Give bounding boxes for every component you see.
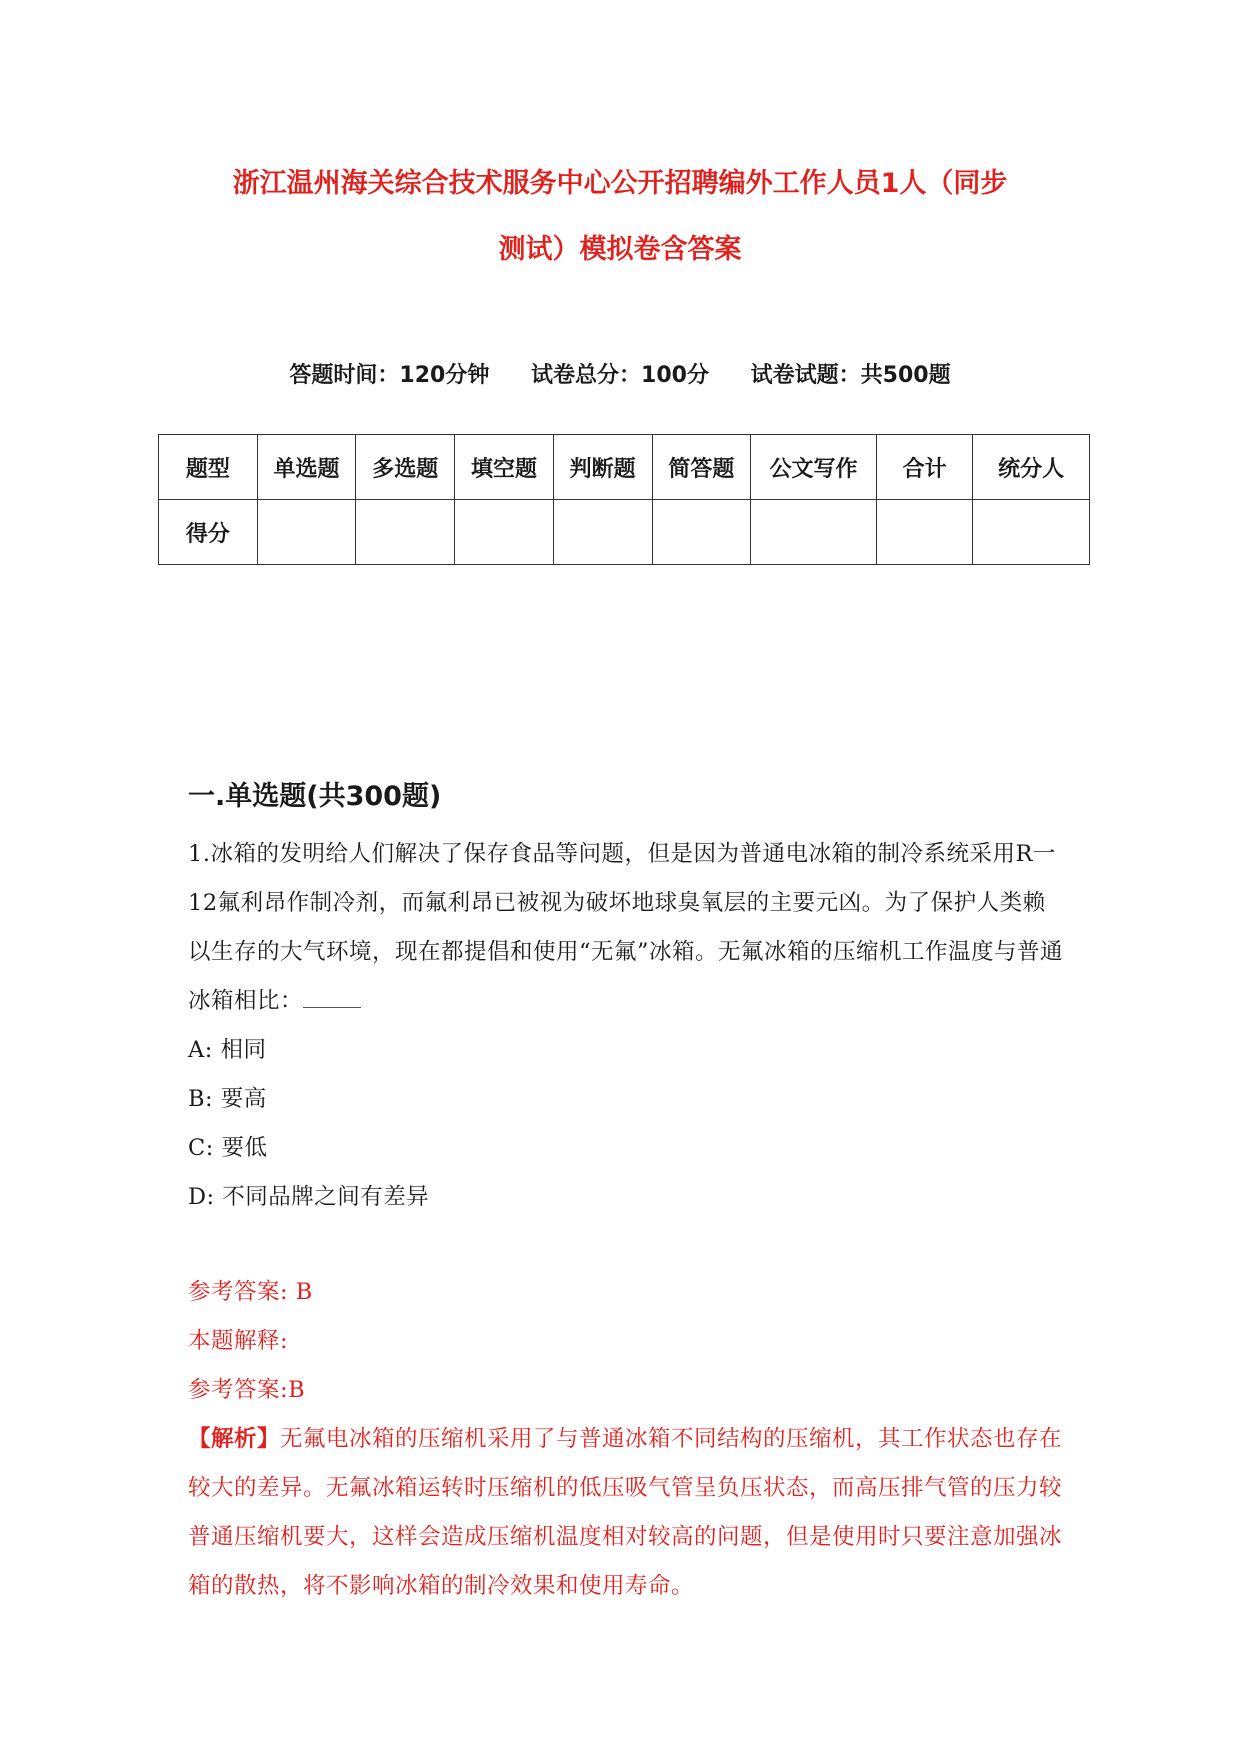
- question-text: 1.冰箱的发明给人们解决了保存食品等问题，但是因为普通电冰箱的制冷系统采用R一12氟利昂作制冷剂，而氟利昂已被视为破坏地球臭氧层的主要元凶。为了保护人类赖以生存的大气环境，现在都提倡和使用“无氟”冰箱。无氟冰箱的压缩机工作温度与普通冰箱相比：: [188, 841, 1064, 1014]
- analysis-text: 无氟电冰箱的压缩机采用了与普通冰箱不同结构的压缩机，其工作状态也存在较大的差异。无氟冰箱运转时压缩机的低压吸气管呈负压状态，而高压排气管的压力较普通压缩机要大，这样会造成压缩机温度相对较高的问题，但是使用时只要注意加强冰箱的散热，将不影响冰箱的制冷效果和使用寿命。: [188, 1426, 1063, 1599]
- score-row-label: 得分: [159, 500, 258, 565]
- explanation-label: 本题解释:: [188, 1328, 289, 1354]
- score-cell: [751, 500, 877, 565]
- score-table-header-cell: 填空题: [455, 435, 554, 500]
- score-table-header-cell: 合计: [876, 435, 972, 500]
- answer-blank: [303, 985, 361, 1008]
- score-cell: [257, 500, 356, 565]
- score-cell: [356, 500, 455, 565]
- score-table-header-cell: 统分人: [973, 435, 1090, 500]
- score-cell: [876, 500, 972, 565]
- option-d: D: 不同品牌之间有差异: [188, 1184, 430, 1210]
- exam-question-count: 试卷试题：共500题: [750, 363, 951, 388]
- score-cell: [652, 500, 751, 565]
- exam-time: 答题时间：120分钟: [289, 363, 490, 388]
- option-b: B: 要高: [188, 1086, 267, 1112]
- score-cell: [553, 500, 652, 565]
- score-table-header-cell: 公文写作: [751, 435, 877, 500]
- answer-block: [188, 1268, 1068, 1611]
- question-block: [188, 830, 1068, 1222]
- score-table-header-cell: 判断题: [553, 435, 652, 500]
- analysis: [188, 1415, 1068, 1611]
- score-table-header-cell: 题型: [159, 435, 258, 500]
- score-table-header-cell: 多选题: [356, 435, 455, 500]
- analysis-label: 【解析】: [188, 1426, 281, 1452]
- option-a: A: 相同: [188, 1037, 267, 1063]
- reference-answer-2: 参考答案:B: [188, 1377, 306, 1403]
- title-line-1: 浙江温州海关综合技术服务中心公开招聘编外工作人员1人（同步: [232, 168, 1008, 199]
- section-title: 一.单选题(共300题): [188, 781, 442, 812]
- exam-meta: [0, 358, 1240, 389]
- score-table-score-row: [159, 500, 1090, 565]
- score-table-header-row: [159, 435, 1090, 500]
- reference-answer: 参考答案: B: [188, 1279, 313, 1305]
- exam-total-score: 试卷总分：100分: [531, 363, 709, 388]
- score-table-header-cell: 简答题: [652, 435, 751, 500]
- score-cell: [973, 500, 1090, 565]
- score-table: [158, 434, 1090, 565]
- score-cell: [455, 500, 554, 565]
- document-title: [160, 151, 1080, 283]
- option-c: C: 要低: [188, 1135, 268, 1161]
- question-stem: [188, 830, 1068, 1026]
- score-table-header-cell: 单选题: [257, 435, 356, 500]
- title-line-2: 测试）模拟卷含答案: [498, 234, 742, 265]
